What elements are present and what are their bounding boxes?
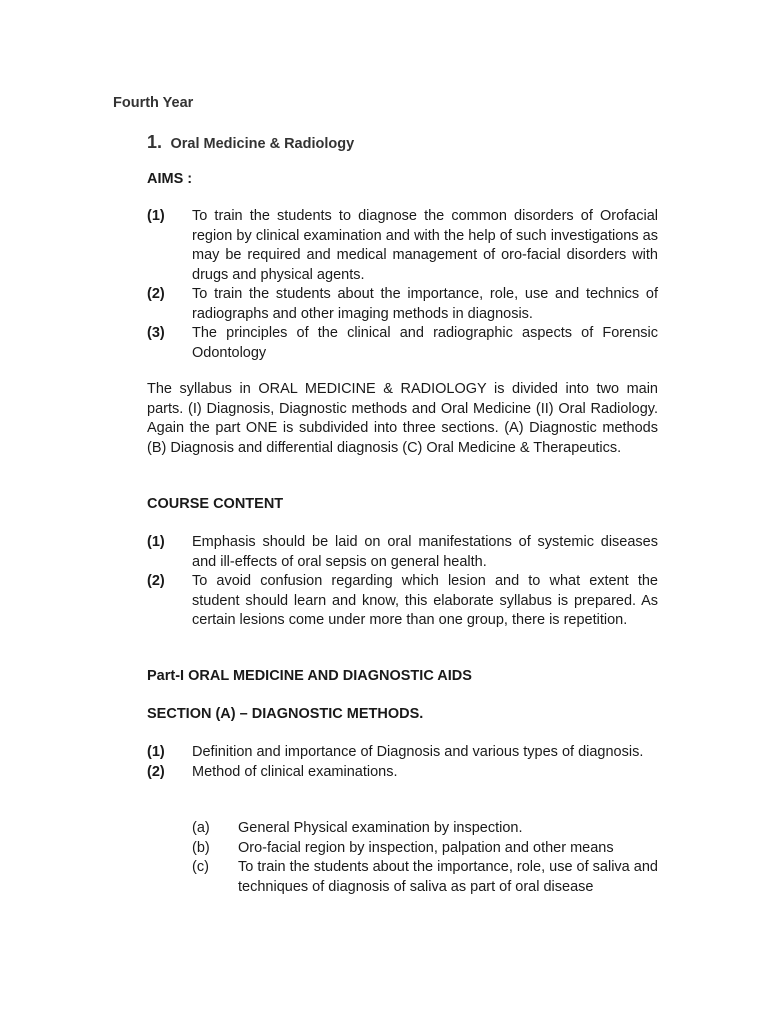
subject-number: 1. bbox=[147, 132, 163, 152]
year-heading: Fourth Year bbox=[113, 95, 194, 111]
part-one-heading: Part-I ORAL MEDICINE AND DIAGNOSTIC AIDS bbox=[147, 668, 472, 684]
list-item bbox=[147, 763, 658, 783]
list-item bbox=[147, 324, 658, 363]
sub-item-letter: (a) bbox=[192, 820, 210, 836]
sub-list-item bbox=[192, 839, 658, 859]
list-item bbox=[147, 533, 658, 572]
sub-item-text: General Physical examination by inspection. bbox=[238, 820, 523, 836]
subject-title: Oral Medicine & Radiology bbox=[170, 136, 355, 152]
list-item bbox=[147, 285, 658, 324]
section-a-list bbox=[147, 743, 658, 782]
course-content-heading: COURSE CONTENT bbox=[147, 496, 284, 512]
list-item bbox=[147, 572, 658, 631]
sub-item-letter: (b) bbox=[192, 839, 210, 856]
item-number: (3) bbox=[147, 325, 165, 341]
sub-item-text: Oro-facial region by inspection, palpation and other means bbox=[238, 839, 614, 856]
aims-heading: AIMS : bbox=[147, 171, 193, 187]
item-number: (1) bbox=[147, 208, 165, 224]
sub-item-letter: (c) bbox=[192, 859, 209, 875]
sub-list-item bbox=[192, 819, 658, 839]
subject-heading bbox=[147, 132, 354, 153]
course-content-list bbox=[147, 533, 658, 631]
sub-item-text: To train the students about the importance, role, use of saliva and techniques of diagnosis of saliva as part of oral disease bbox=[238, 859, 658, 895]
sub-list-item bbox=[192, 858, 658, 897]
aims-list bbox=[147, 207, 658, 363]
item-text: Definition and importance of Diagnosis and various types of diagnosis. bbox=[192, 744, 644, 760]
item-text: The principles of the clinical and radiographic aspects of Forensic Odontology bbox=[192, 325, 658, 361]
section-a-heading: SECTION (A) – DIAGNOSTIC METHODS. bbox=[147, 706, 424, 722]
item-number: (1) bbox=[147, 744, 165, 760]
item-number: (2) bbox=[147, 286, 165, 302]
item-number: (2) bbox=[147, 763, 165, 780]
list-item bbox=[147, 743, 658, 763]
item-number: (1) bbox=[147, 534, 165, 550]
item-text: To train the students about the importance, role, use and technics of radiographs and other imaging methods in diagnosis. bbox=[192, 286, 658, 322]
item-number: (2) bbox=[147, 573, 165, 589]
item-text: To train the students to diagnose the common disorders of Orofacial region by clinical examination and with the help of such investigations as may be required and medical management of oro-facial disorders with drugs and physical agents. bbox=[192, 208, 658, 283]
item-text: Emphasis should be laid on oral manifestations of systemic diseases and ill-effects of oral sepsis on general health. bbox=[192, 534, 658, 570]
section-a-sublist bbox=[192, 819, 658, 897]
syllabus-paragraph: The syllabus in ORAL MEDICINE & RADIOLOGY is divided into two main parts. (I) Diagnosis, Diagnostic methods and Oral Medicine (II) Oral Radiology. Again the part ONE is subdivided into three sections. (A) Diagnostic methods (B) Diagnosis and differential diagnosis (C) Oral Medicine & Therapeutics. bbox=[147, 381, 658, 456]
item-text: To avoid confusion regarding which lesion and to what extent the student should learn and know, this elaborate syllabus is prepared. As certain lesions come under more than one group, there is repetition. bbox=[192, 573, 658, 628]
item-text: Method of clinical examinations. bbox=[192, 763, 398, 780]
list-item bbox=[147, 207, 658, 285]
